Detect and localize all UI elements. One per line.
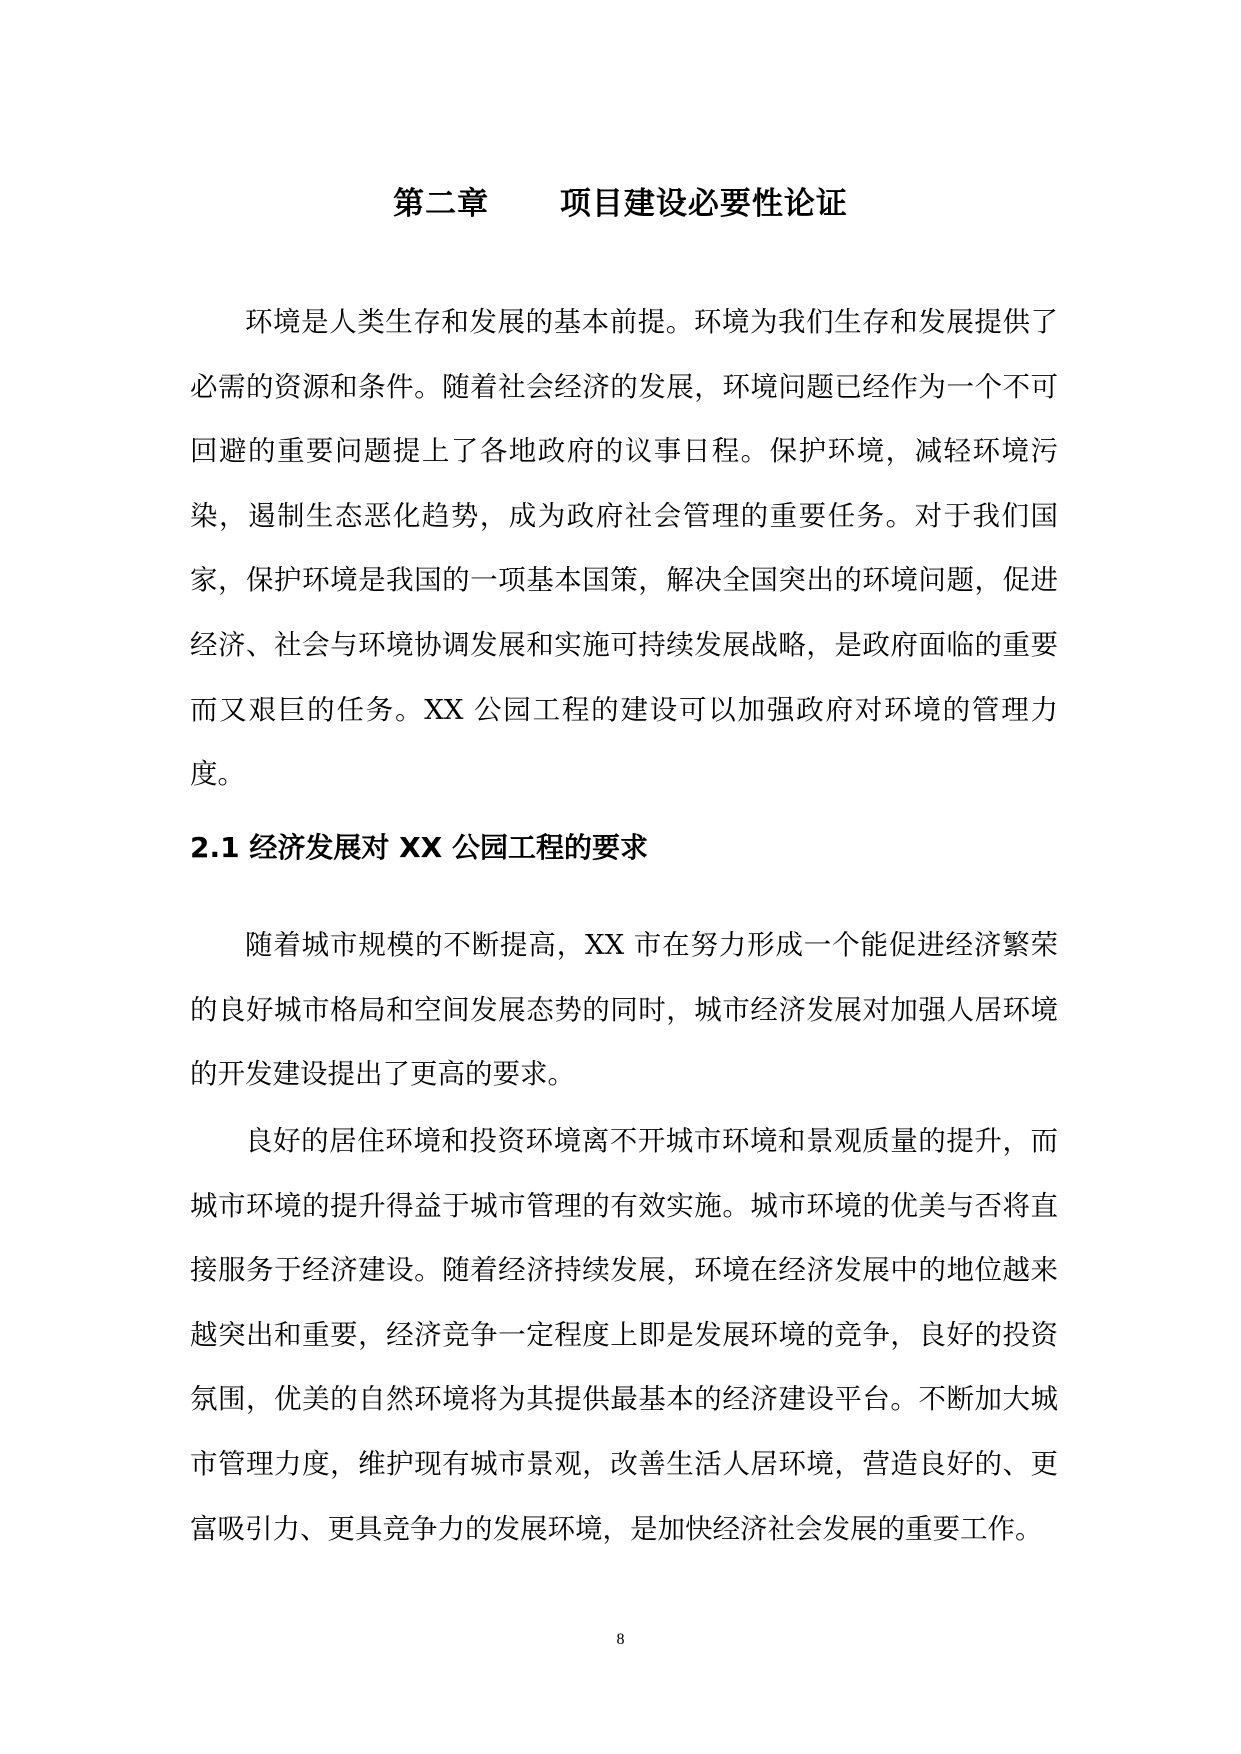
page-number: 8	[616, 1631, 625, 1648]
intro-paragraph: 环境是人类生存和发展的基本前提。环境为我们生存和发展提供了必需的资源和条件。随着社会经济的发展，环境问题已经作为一个不可回避的重要问题提上了各地政府的议事日程。保护环境，减轻环境污染，遏制生态恶化趋势，成为政府社会管理的重要任务。对于我们国家，保护环境是我国的一项基本国策，解决全国突出的环境问题，促进经济、社会与环境协调发展和实施可持续发展战略，是政府面临的重要而又艰巨的任务。XX 公园工程的建设可以加强政府对环境的管理力度。	[190, 306, 1058, 791]
section-heading: 2.1 经济发展对 XX 公园工程的要求	[190, 831, 649, 864]
section-paragraph: 随着城市规模的不断提高，XX 市在努力形成一个能促进经济繁荣的良好城市格局和空间发展态势的同时，城市经济发展对加强人居环境的开发建设提出了更高的要求。	[190, 929, 1058, 1091]
section-paragraph: 良好的居住环境和投资环境离不开城市环境和景观质量的提升，而城市环境的提升得益于城市管理的有效实施。城市环境的优美与否将直接服务于经济建设。随着经济持续发展，环境在经济发展中的地位越来越突出和重要，经济竞争一定程度上即是发展环境的竞争，良好的投资氛围，优美的自然环境将为其提供最基本的经济建设平台。不断加大城市管理力度，维护现有城市景观，改善生活人居环境，营造良好的、更富吸引力、更具竞争力的发展环境，是加快经济社会发展的重要工作。	[190, 1125, 1058, 1545]
chapter-title: 第二章 项目建设必要性论证	[393, 185, 848, 222]
